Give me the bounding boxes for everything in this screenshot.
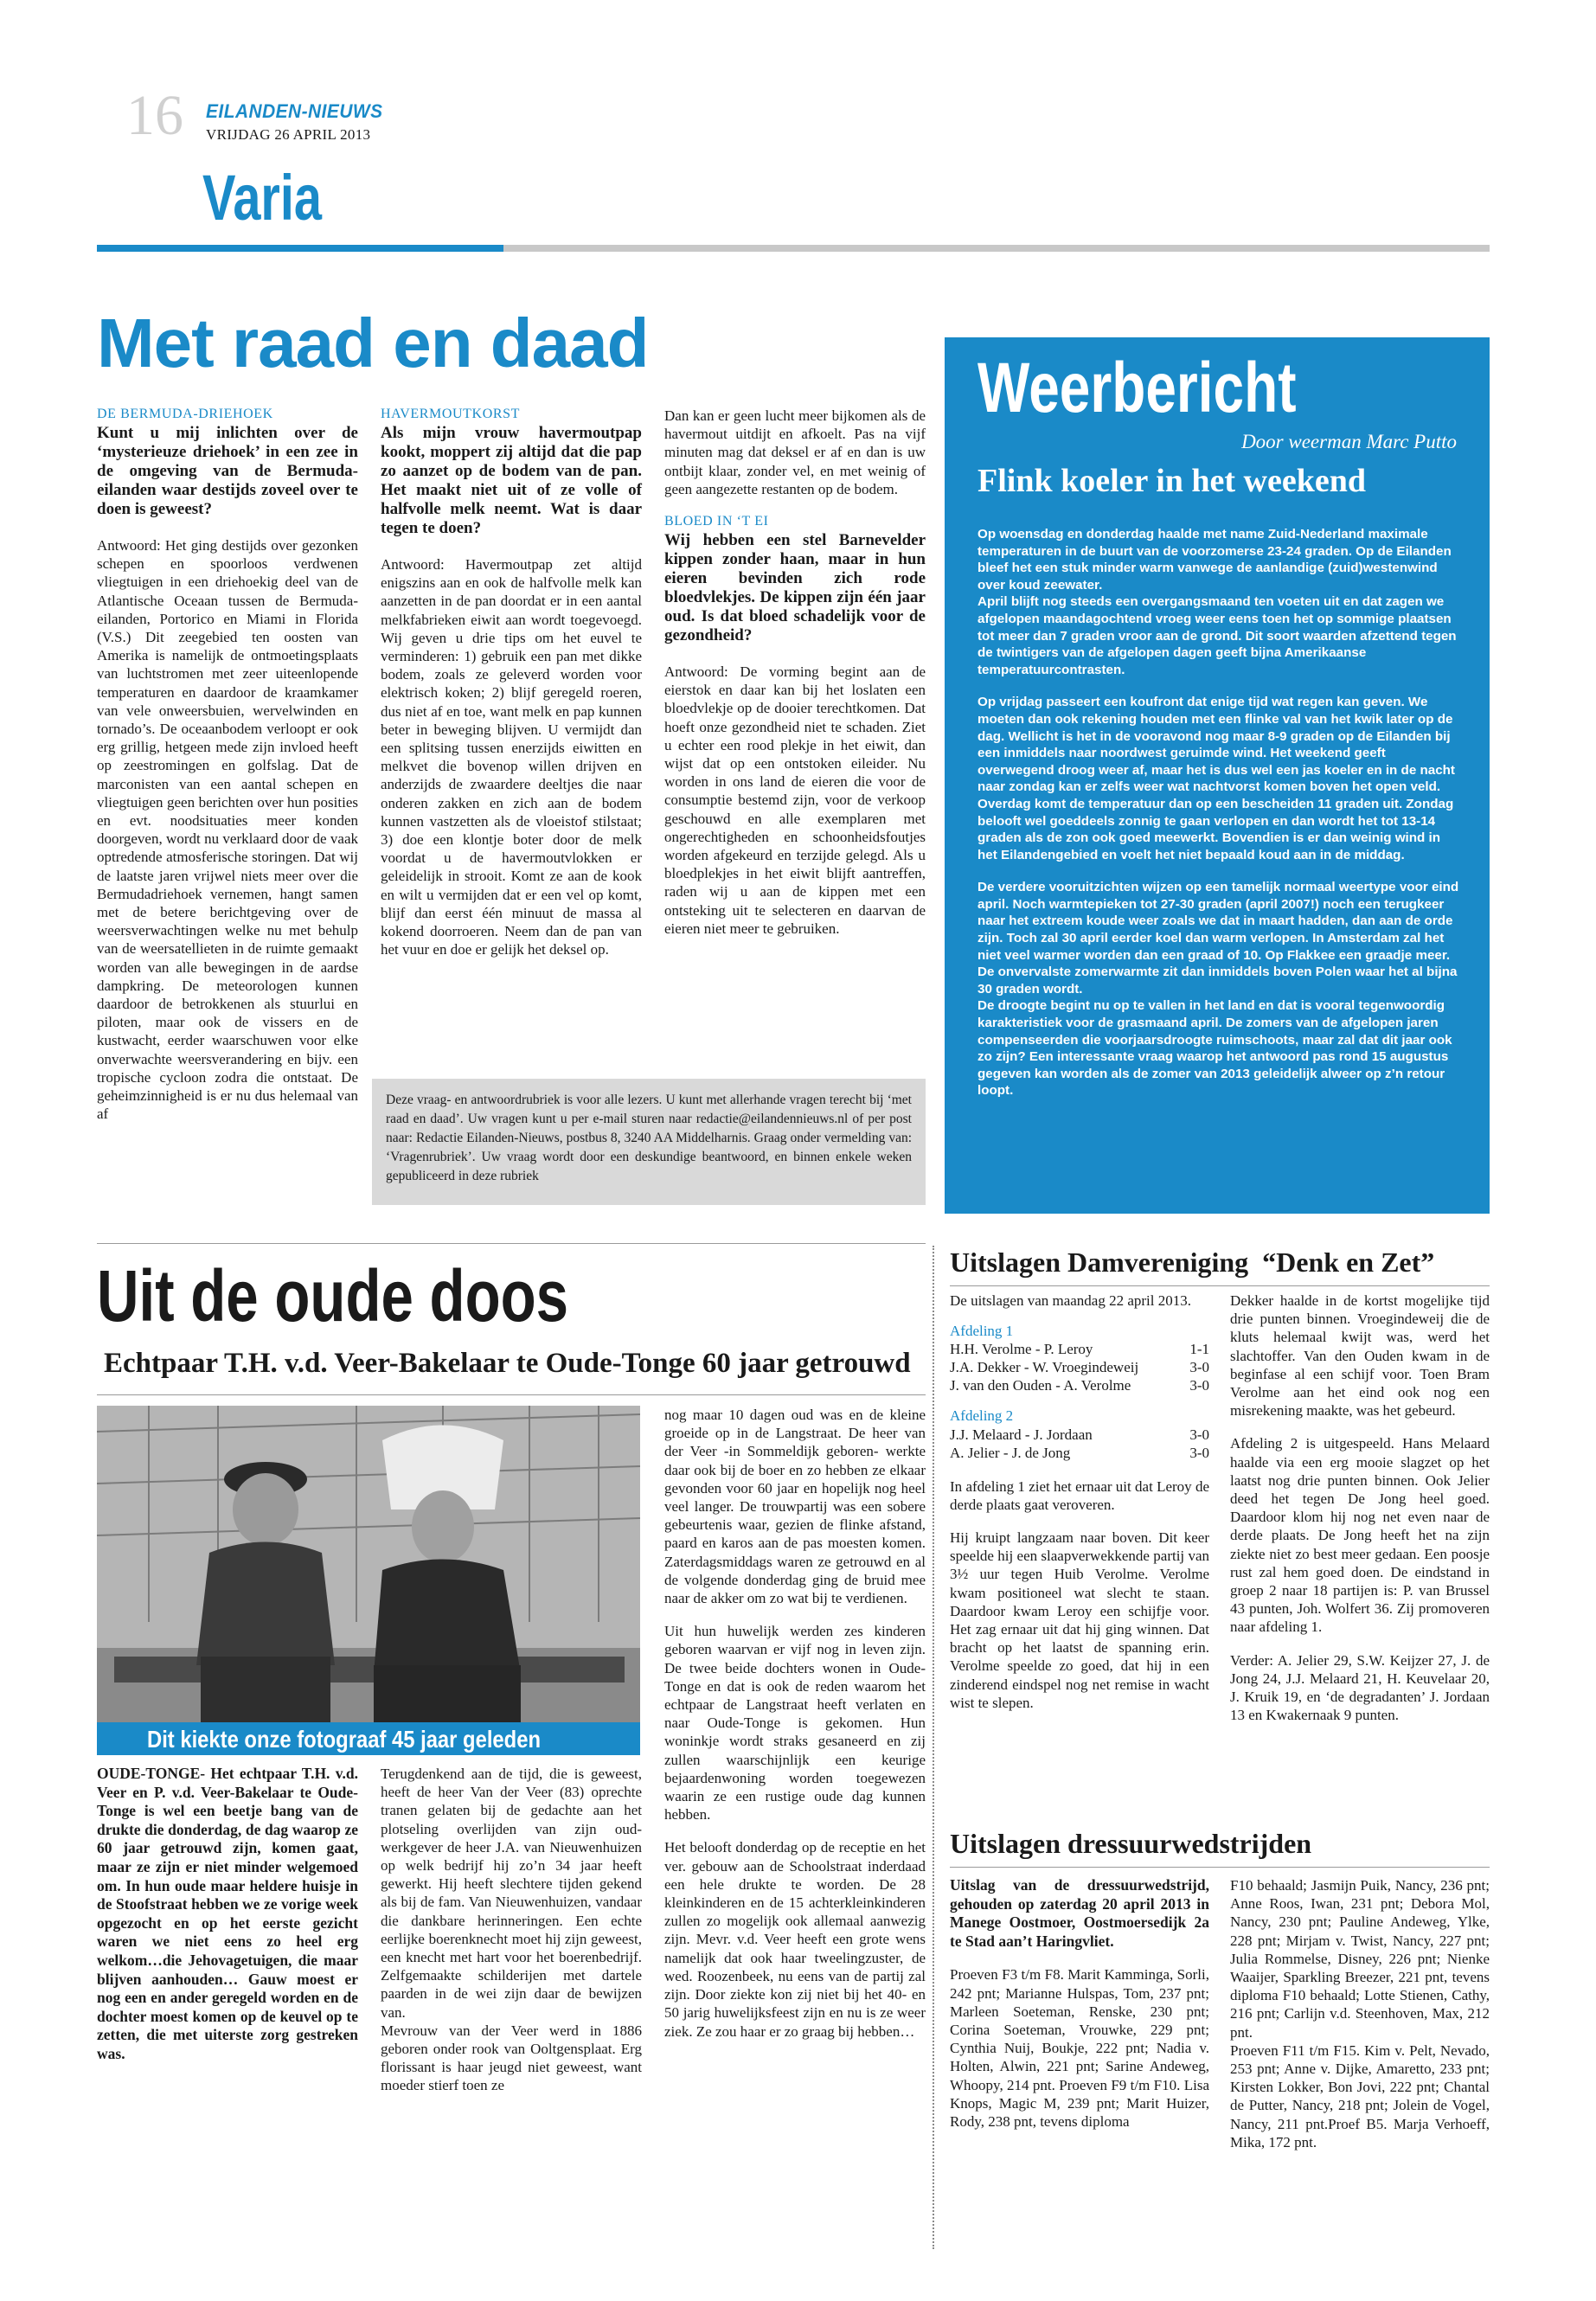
- weer-title: Weerbericht: [977, 349, 1297, 427]
- havermout-continuation: Dan kan er geen lucht meer bijkomen als de havermout uitdijt en afkoelt. Pas na vijf minuten mag dat deksel er af en dan is uw ontbijt klaar, zonder vel, en met weinig of geen aangezette restanten op de bodem.: [664, 407, 926, 497]
- couple-photo: [97, 1406, 640, 1755]
- bloed-answer: Antwoord: De vorming begint aan de eierstok en daar kan bij het loslaten een bloedvlekje op de dooier terechtkomen. Dat hoeft onze gezondheid niet te schaden. Ziet u echter een rood plekje in het eiwit, dan wijst dat op een ontstoken eileider. Nu worden in ons land de eieren die voor de consumptie bestemd zijn, voor de verkoop geschouwd en alle exemplaren met ongerechtigheden en schoonheidsfoutjes worden afgekeurd en terzijde gelegd. Als u bloedplekjes in het eiwit blijft aantreffen, raden wij u aan de kippen met een ontsteking uit te selecteren en daarvan de eieren niet meer te gebruiken.: [664, 663, 926, 937]
- doos-subtitle: Echtpaar T.H. v.d. Veer-Bakelaar te Oude-Tonge 60 jaar getrouwd: [104, 1348, 911, 1379]
- dressuur-section: [950, 1827, 1490, 2166]
- weer-body: [977, 526, 1462, 1115]
- dam-title: Uitslagen Damvereniging “Denk en Zet”: [950, 1247, 1435, 1278]
- dam-result-row: J.J. Melaard - J. Jordaan 3-0: [950, 1426, 1209, 1443]
- dressuur-lead: Uitslag van de dressuurwedstrijd, gehouden op zaterdag 20 april 2013 in Manege Oostmoer, Oostmoersedijk 2a te Stad aan’t Haringvliet.: [950, 1876, 1209, 1950]
- dam-result-row: A. Jelier - J. de Jong 3-0: [950, 1444, 1209, 1461]
- weer-paragraph-2: Op vrijdag passeert een koufront dat enige tijd wat regen kan geven. We moeten dan ook rekening houden met een flinke val van het kwik later op de dag. Wellicht is het in de vooravond nog maar 8-9 graden op de Eilanden bij een inmiddels naar noordwest geruimde wind. Het weekend geeft overwegend droog weer af, maar het is dus wel een jas koeler en in de nacht naar zondag kan er zelfs weer wat nachtvorst komen boven het open veld. Overdag komt de temperatuur dan op een bescheiden 11 graden uit. Zondag belooft wel goeddeels zonnig te gaan verlopen en dan wordt het tot 13-14 graden als de zon ook goed meewerkt. Bovendien is er dan weinig wind in het Eilandengebied en voelt het niet bepaald koud aan in de middag.: [977, 695, 1455, 862]
- dam-result-row: J.A. Dekker - W. Vroegindeweij 3-0: [950, 1359, 1209, 1376]
- doos-col-1: [97, 1765, 358, 2064]
- doos-col-3-mid: Uit hun huwelijk werden zes kinderen geboren waarvan er vijf nog in leven zijn. De twee beide dochters wonen in Oude-Tonge en dat is ook de reden waarom het echtpaar de Langstraat heeft verlaten en naar Oude-Tonge is gekomen. Hun woninkje wordt straks gesaneerd en zij zullen waarschijnlijk een keurige bejaardenwoning worden toegewezen waarin ze een rustige oude dag kunnen hebben.: [664, 1623, 926, 1823]
- photo-caption: Dit kiekte onze fotograaf 45 jaar geleden: [147, 1726, 541, 1753]
- doos-subtitle-rule: [97, 1394, 926, 1395]
- doos-col-3-bot: Het belooft donderdag op de receptie en het ver. gebouw aan de Schoolstraat inderdaad een hele drukte te worden. De 28 kleinkinderen en de 15 achterkleinkinderen zullen zo mogelijk ook allemaal aanwezig zijn. Mevr. v.d. Veer heeft een grote wens namelijk dat ook haar tweelingzuster, de wed. Roozenbeek, nu eens van de partij zal zijn. Door ziekte kon zij niet bij het 40- en 50 jarig huwelijksfeest zijn en nu is ze weer ziek. Ze zou haar er zo graag bij hebben…: [664, 1839, 926, 2040]
- raad-title: Met raad en daad: [97, 304, 649, 381]
- dam-section: [950, 1246, 1490, 1739]
- raad-col-3: [664, 407, 926, 938]
- bermuda-question: Kunt u mij inlichten over de ‘mysterieuze driehoek’ in een zee in de omgeving van de Bermuda-eilanden waar destijds zoveel over te doen is geweest?: [97, 424, 358, 518]
- raad-info-box: [372, 1079, 926, 1205]
- header-rule-gray: [503, 245, 1490, 252]
- dressuur-col-1: Proeven F3 t/m F8. Marit Kamminga, Sorli, 242 pnt; Marianne Hulspas, Tom, 237 pnt; Marleen Soeteman, Renske, 230 pnt; Corina Soeteman, Vrouwke, 229 pnt; Cynthia Nuij, Boukje, 222 pnt; Nadia v. Holten, Alwin, 221 pnt; Sarine Andeweg, Whoopy, 214 pnt. Proeven F9 t/m F10. Lisa Knops, Magic M, 239 pnt; Marit Huizer, Rody, 238 pnt, tevens diploma: [950, 1966, 1209, 2130]
- doos-col-3-top: nog maar 10 dagen oud was en de kleine groeide op in de Langstraat. De heer van der Veer -in Sommeldijk geboren- werkte daar ook bij de boer en zo hebben ze elkaar gevonden voor 60 jaar en hopelijk nog heel veel langer. De trouwpartij was een sobere gebeurtenis waar, gezien de flinke afstand, paard en karos aan de pas moesten komen. Zaterdagsmiddags waren ze getrouwd en al de volgende donderdag ging de bruid mee naar de akker om zo wat bij te verdienen.: [664, 1407, 926, 1607]
- dam-text-1: In afdeling 1 ziet het ernaar uit dat Leroy de derde plaats gaat veroveren.: [950, 1477, 1209, 1513]
- dam-result-row: J. van den Ouden - A. Verolme 3-0: [950, 1377, 1209, 1394]
- doos-top-rule: [97, 1243, 926, 1244]
- doos-lead: OUDE-TONGE- Het echtpaar T.H. v.d. Veer en P. v.d. Veer-Bakelaar te Oude-Tonge is wel een beetje bang van de drukte die donderdag, de dag waarop ze 60 jaar getrouwd zijn, komen gaat, maar ze zijn er niet minder welgemoed om. In hun oude maar heldere huisje in de Stoofstraat hebben we ze vorige week opgezocht en op het eerste gezicht waren we niet eens zo heel erg welkom…die Jehovagetuigen, die maar blijven aanhouden… Gauw moest er nog een en ander geregeld worden en de dochter moest komen op de keuvel op te zetten, die met uiterste zorg gestreken was.: [97, 1765, 358, 2062]
- doos-col-2: Terugdenkend aan de tijd, die is geweest, heeft de heer Van der Veer (83) oprechte tranen gelaten bij de gedachte aan het plotseling overlijden van zijn oud-werkgever de heer J.A. van Nieuwenhuizen op welk bedrijf hij zo’n 34 jaar heeft gewerkt. Hij heeft slechtere tijden gekend als bij de fam. Van Nieuwenhuizen, vandaar die dankbare herinneringen. Een echte eerlijke boerenknecht moet hij zijn geweest, een knecht met hart voor het boerenbedrijf. Zelfgemaakte schilderijen met dartele paarden in de wei zijn daar de bewijzen van. Mevrouw van der Veer werd in 1886 geboren onder rook van Ooltgensplaat. Erg florissant is haar jeugd niet geweest, want moeder stierf toen ze: [381, 1766, 642, 2094]
- havermout-heading: HAVERMOUTKORST: [381, 407, 521, 421]
- page-number: 16: [126, 84, 183, 147]
- doos-col-3: [664, 1406, 926, 2055]
- dam-col-2-p2: Afdeling 2 is uitgespeeld. Hans Melaard haalde via een erg mooie slagzet op het laatst nog drie punten binnen. Ook Jelier deed het tegen De Jong heel goed. Daardoor klom hij nog net even naar de derde plaats. De Jong heeft het na zijn ziekte niet zo best meer gedaan. Een poosje rust zal hem goed doen. De eindstand in groep 2 naar 18 partijen is: P. van Brussel 43 punten, Joh. Wolfert 36. Zij promoveren naar afdeling 1.: [1230, 1435, 1490, 1636]
- bermuda-answer: Antwoord: Het ging destijds over gezonken schepen en spoorloos verdwenen vliegtuigen in een driehoekig deel van de Atlantische Oceaan tussen de Bermuda-eilanden, Portorico en Miami in Florida (V.S.) Dit zeegebied ten oosten van Amerika is namelijk de ontmoetingsplaats van luchtstromen met zeer uiteenlopende temperaturen en daardoor de kraamkamer van vele onweersbuien, wervelwinden en tornado’s. De oceaanbodem verloopt er ook erg grillig, hetgeen mede zijn invloed heeft op zeestromingen en golfslag. Dat de marconisten van een aantal schepen en vliegtuigen geen berichten over hun posities en evt. noodsituaties meer konden doorgeven, wordt nu verklaard door de vaak optredende atmosferische storingen. Dat wij de laatste jaren vrijwel niets meer over die Bermudadriehoek vernemen, hangt samen met de betere berichtgeving over de weersverwachtingen welke nu met behulp van de weersatellieten in de ruimte gemaakt worden van alle bewegingen in de aardse dampkring. De meteorologen kunnen daardoor de betrokkenen als stuurlui en piloten, maar ook de vissers en de kustwacht, eerder waarschuwen voor elke onverwachte weersverandering en bijv. een tropische cycloon zodra die ontstaat. De geheimzinnigheid is er nu dus helemaal van af: [97, 537, 358, 1123]
- photo-caption-bar: [97, 1722, 640, 1755]
- dam-result-row: H.H. Verolme - P. Leroy 1-1: [950, 1341, 1209, 1358]
- section-title: Varia: [202, 162, 323, 234]
- bloed-question: Wij hebben een stel Barnevelder kippen zonder haan, maar in hun eieren bevinden zich rode bloedvlekjes. De kippen zijn één jaar oud. Is dat bloed schadelijk voor de gezondheid?: [664, 531, 926, 645]
- header-rule-accent: [97, 245, 503, 252]
- weer-paragraph-3: De verdere vooruitzichten wijzen op een tamelijk normaal weertype voor eind april. Noch warmtepieken tot 27-30 graden (april 2007!) noch een terugkeer naar het extreem koude weer zoals we dat in maart hadden, dan aan de orde zijn. Toch zal 30 april eerder koel dan warm verlopen. In Amsterdam zal het niet veel warmer worden dan een graad of 10. Op Flakkee een graadje meer. De onvervalste zomerwarmte zit dan inmiddels boven Polen waar het al bijna 30 graden wordt. De droogte begint nu op te vallen in het land en dat is vooral tegenwoordig karakteristiek voor de grasmaand april. De zomers van de afgelopen jaren compenseerden die voorjaarsdroogte ruimschoots, maar zal dat dit jaar ook zo zijn? Een interessante vraag waarop het antwoord pas rond 15 augustus gegeven kan worden als de zomer van 2013 geleidelijk alweer op z’n retour loopt.: [977, 880, 1459, 1099]
- raad-col-2: [381, 407, 642, 958]
- havermout-question: Als mijn vrouw havermoutpap kookt, moppert zij altijd dat die pap zo aanzet op de bodem van de pan. Het maakt niet uit of ze volle of halfvolle melk neemt. Wat is daar tegen te doen?: [381, 424, 642, 537]
- weer-subtitle: Flink koeler in het weekend: [977, 463, 1366, 499]
- weer-byline: Door weerman Marc Putto: [1241, 431, 1457, 452]
- bermuda-heading: DE BERMUDA-DRIEHOEK: [97, 407, 273, 421]
- column-divider: [933, 1246, 934, 2249]
- dam-afdeling-2-title: Afdeling 2: [950, 1407, 1014, 1425]
- brand-logo: EILANDEN-NIEUWS: [206, 100, 383, 122]
- issue-date: VRIJDAG 26 APRIL 2013: [206, 126, 371, 143]
- weer-box: [945, 337, 1490, 1214]
- dam-intro: De uitslagen van maandag 22 april 2013.: [950, 1292, 1192, 1309]
- dam-afdeling-1-title: Afdeling 1: [950, 1323, 1014, 1340]
- bloed-heading: BLOED IN ‘T EI: [664, 514, 769, 529]
- raad-info-text: Deze vraag- en antwoordrubriek is voor alle lezers. U kunt met allerhande vragen terecht bij ‘met raad en daad’. Uw vragen kunt u per e-mail sturen naar redactie@eilandennieuws.nl of per post naar: Redactie Eilanden-Nieuws, postbus 8, 3240 AA Middelharnis. Graag onder vermelding van: ‘Vragenrubriek’. Uw vraag wordt door een deskundige beantwoord, en binnen enkele weken gepubliceerd in deze rubriek: [386, 1093, 912, 1183]
- weer-paragraph-1: Op woensdag en donderdag haalde met name Zuid-Nederland maximale temperaturen in de buurt van de voorzomerse 23-24 graden. Op de Eilanden bleef het een stuk minder warm vanwege de aanlandige (zuid)westenwind over koud zeewater. April blijft nog steeds een overgangsmaand ten voeten uit en dat zagen we afgelopen maandagochtend vroeg weer eens toen het op sommige plaatsen tot meer dan 7 graden vroor aan de grond. Dit soort waarden afzettend tegen de twintigers van de afgelopen dagen geeft bijna Amerikaanse temperatuurcontrasten.: [977, 527, 1457, 677]
- raad-col-1: [97, 407, 358, 1124]
- dam-text-2: Hij kruipt langzaam naar boven. Dit keer speelde hij een slaapverwekkende partij van 3½ uur tegen Huib Verolme. Verolme kwam positioneel wat slecht te staan. Daardoor kwam Leroy een schijfje voor. Het zag ernaar uit dat hij ging winnen. Dat bracht op het laatst de spanning erin. Verolme speelde zo goed, dat hij in een zinderend eindspel nog net remise in wacht wist te slepen.: [950, 1529, 1209, 1711]
- couple-photo-illustration: [97, 1406, 640, 1755]
- dam-col-2-p3: Verder: A. Jelier 29, S.W. Keijzer 27, J. de Jong 24, J.J. Melaard 21, H. Keuvelaar 20, J. Kruik 19, en ‘de degradanten’ J. Jordaan 13 en Kwakernaak 9 punten.: [1230, 1651, 1490, 1724]
- dressuur-col-2: F10 behaald; Jasmijn Puik, Nancy, 236 pnt; Anne Roos, Iwan, 231 pnt; Debora Mol, Nancy, 230 pnt; Pauline Andeweg, Ylke, 228 pnt; Mirjam v. Twist, Nancy, 227 pnt; Julia Rommelse, Disney, 226 pnt; Nienke Waaijer, Sparkling Breezer, 221 pnt, tevens diploma F10 behaald; Lotte Stienen, Cathy, 216 pnt; Carlijn v.d. Steenhoven, Max, 212 pnt. Proeven F11 t/m F15. Kim v. Pelt, Nevado, 253 pnt; Anne v. Dijke, Amaretto, 233 pnt; Kirsten Lokker, Bon Jovi, 222 pnt; Chantal de Putter, Nancy, 218 pnt; Jolein de Vogel, Nancy, 211 pnt.Proef B5. Marja Verhoeff, Mika, 172 pnt.: [1230, 1877, 1490, 2150]
- havermout-answer: Antwoord: Havermoutpap zet altijd enigszins aan en ook de halfvolle melk kan aanzetten in de pan doordat er in een aantal melkfabrieken eiwit aan wordt toegevoegd. Wij geven u drie tips om het euvel te verminderen: 1) gebruik een pan met dikke bodem, zoals ze geleverd worden voor elektrisch koken; 2) blijf geregeld roeren, dus niet af en toe, want melk en pap kunnen beter in beweging blijven. U vermijdt dan een splitsing tussen enerzijds eiwitten en melkvet die bovenop willen drijven en anderzijds de zwaardere deeltjes die naar onderen zakken en zich aan de bodem kunnen vastzetten als de vloeistof stilstaat; 3) doe een klontje boter door de melk voordat u de havermoutvlokken er geleidelijk in strooit. Komt ze aan de kook en wilt u vermijden dat er een vel op komt, blijf dan eerst één minuut de massa al kokend doorroeren. Neem dan de pan van het vuur en doe er gelijk het deksel op.: [381, 556, 642, 958]
- dressuur-title: Uitslagen dressuurwedstrijden: [950, 1828, 1312, 1859]
- dam-col-2-p1: Dekker haalde in de kortst mogelijke tijd drie punten binnen. Vroegindeweij die de kluts helemaal kwijt was, werd het slachtoffer. Van den Ouden kwam in de beginfase al een schijf voor. Toen Bram Verolme aan het eind ook nog een misrekening maakte, was het gebeurd.: [1230, 1292, 1490, 1420]
- doos-title: Uit de oude doos: [97, 1255, 569, 1336]
